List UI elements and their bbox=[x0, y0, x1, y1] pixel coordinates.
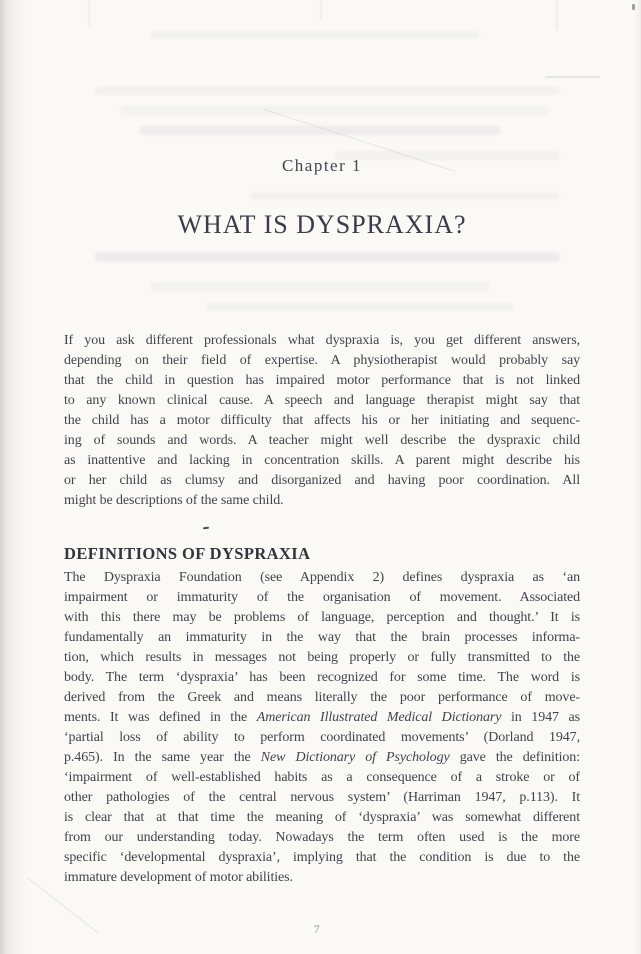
stray-mark bbox=[203, 527, 209, 530]
body-line: If you ask different professionals what dyspraxia is, you get different answers, bbox=[64, 333, 580, 348]
body-line: ‘impairment of well-established habits as a consequence of a stroke or of bbox=[64, 770, 580, 785]
body-line: specific ‘developmental dyspraxia’, implying that the condition is due to the bbox=[64, 850, 580, 865]
bleedthrough-artifact bbox=[205, 303, 515, 311]
body-line: other pathologies of the central nervous system’ (Harriman 1947, p.113). It bbox=[64, 790, 580, 805]
bleedthrough-artifact bbox=[250, 192, 560, 200]
bleedthrough-artifact bbox=[95, 252, 560, 262]
scan-streak bbox=[556, 0, 558, 30]
body-line: as inattentive and lacking in concentration skills. A parent might describe his bbox=[64, 453, 580, 468]
chapter-label: Chapter 1 bbox=[281, 156, 363, 175]
body-line: from our understanding today. Nowadays the term often used is the more bbox=[64, 830, 580, 845]
body-line: derived from the Greek and means literally the poor performance of move- bbox=[64, 690, 580, 705]
body-line: body. The term ‘dyspraxia’ has been recognized for some time. The word is bbox=[64, 670, 580, 685]
body-line: ing of sounds and words. A teacher might well describe the dyspraxic child bbox=[64, 433, 580, 448]
body-line: ‘partial loss of ability to perform coordinated movements’ (Dorland 1947, bbox=[64, 730, 580, 745]
body-line: with this there may be problems of language, perception and thought.’ It is bbox=[64, 610, 580, 625]
scan-streak bbox=[88, 0, 90, 26]
body-line: depending on their field of expertise. A physiotherapist would probably say bbox=[64, 353, 580, 368]
body-line: impairment or immaturity of the organisation of movement. Associated bbox=[64, 590, 580, 605]
body-line: to any known clinical cause. A speech and language therapist might say that bbox=[64, 393, 580, 408]
bleedthrough-artifact bbox=[120, 106, 550, 115]
body-line: immature development of motor abilities. bbox=[64, 870, 293, 885]
body-line: is clear that at that time the meaning of ‘dyspraxia’ was somewhat different bbox=[64, 810, 580, 825]
body-line: might be descriptions of the same child. bbox=[64, 493, 284, 508]
scan-streak bbox=[320, 0, 322, 20]
bleedthrough-artifact bbox=[150, 31, 480, 39]
body-line: fundamentally an immaturity in the way that the brain processes informa- bbox=[64, 630, 580, 645]
page-number: 7 bbox=[313, 924, 321, 936]
body-line: tion, which results in messages not being properly or fully transmitted to the bbox=[64, 650, 580, 665]
bleedthrough-artifact bbox=[95, 86, 560, 95]
scan-speck bbox=[632, 4, 635, 10]
scan-scratch bbox=[545, 76, 600, 78]
intro-paragraph bbox=[64, 331, 580, 511]
section-heading: DEFINITIONS OF DYSPRAXIA bbox=[64, 544, 311, 563]
definitions-paragraph bbox=[64, 568, 580, 888]
body-line: that the child in question has impaired motor performance that is not linked bbox=[64, 373, 580, 388]
body-line: p.465). In the same year the New Dictionary of Psychology gave the definition: bbox=[64, 750, 580, 765]
chapter-title: WHAT IS DYSPRAXIA? bbox=[177, 210, 467, 239]
body-line: or her child as clumsy and disorganized and having poor coordination. All bbox=[64, 473, 580, 488]
body-line: ments. It was defined in the American Illustrated Medical Dictionary in 1947 as bbox=[64, 710, 580, 725]
bleedthrough-artifact bbox=[150, 282, 490, 291]
body-line: The Dyspraxia Foundation (see Appendix 2) defines dyspraxia as ‘an bbox=[64, 570, 580, 585]
body-line: the child has a motor difficulty that affects his or her initiating and sequenc- bbox=[64, 413, 580, 428]
